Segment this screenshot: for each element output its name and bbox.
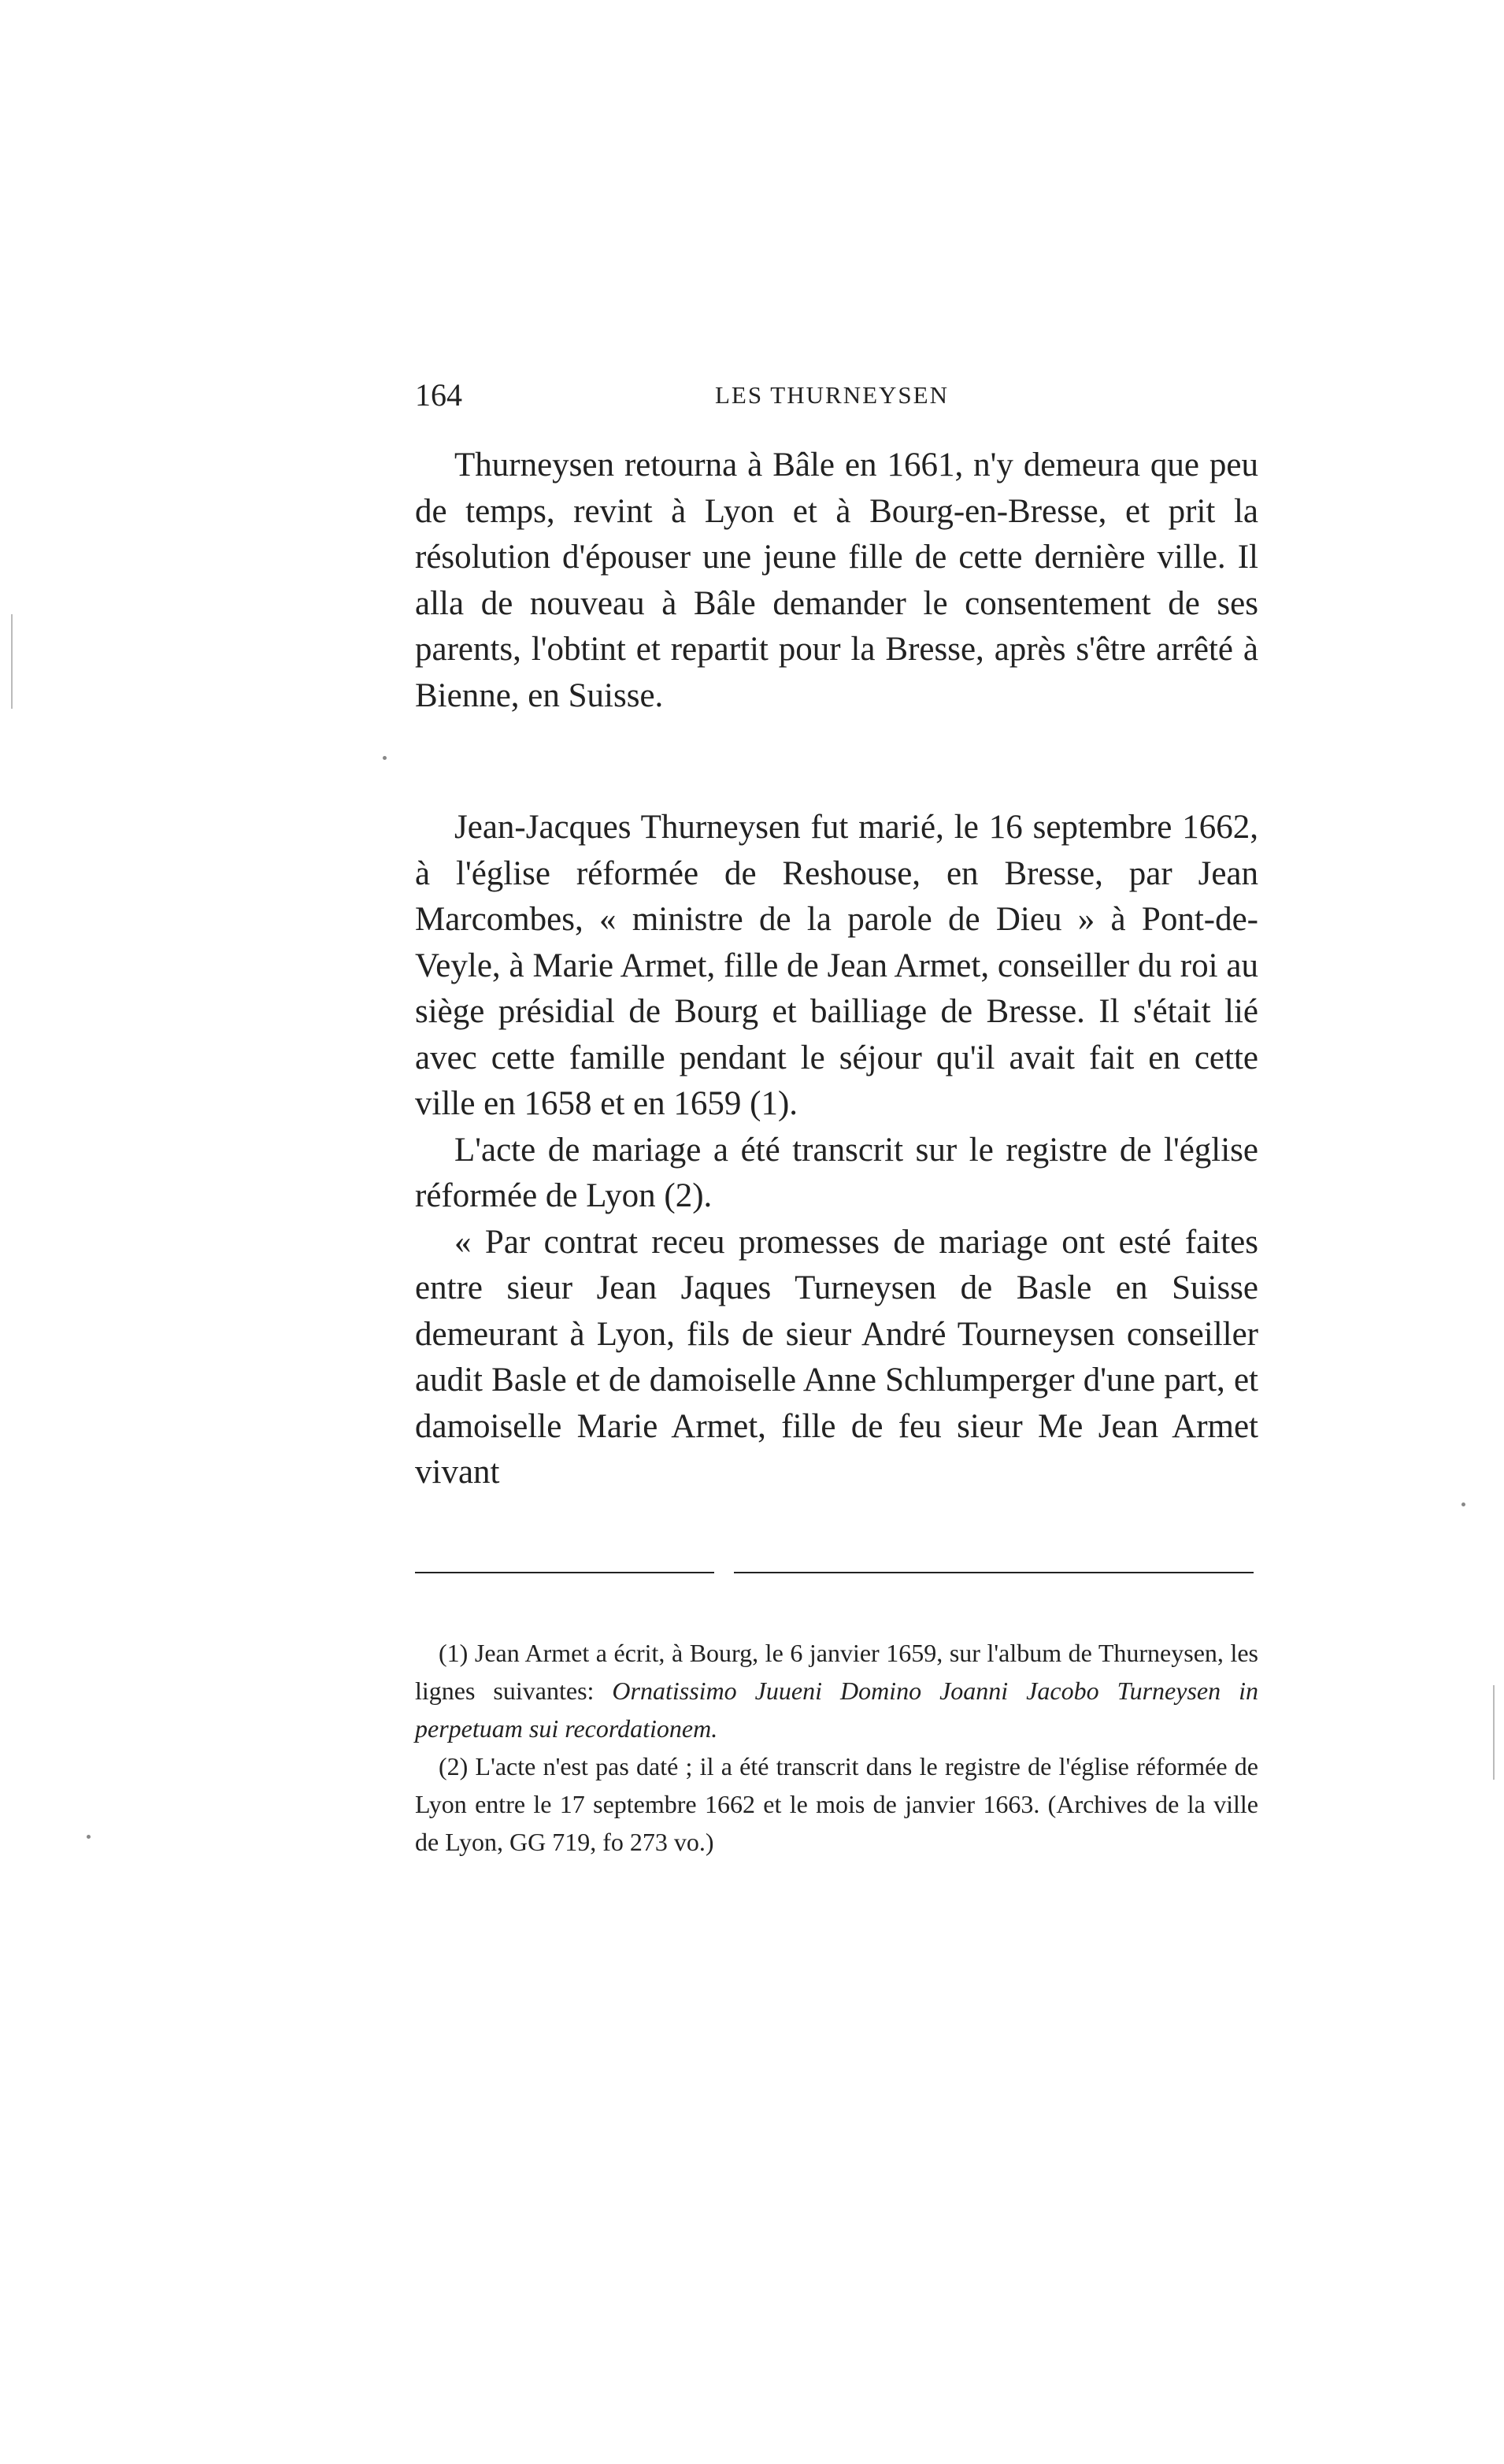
footnote-2: (2) L'acte n'est pas daté ; il a été transcrit dans le registre de l'église réformée de Lyon entre le 17 septembre 1662 et le mois de janvier 1663. (Archives de la ville de Lyon, GG 719, fo 273 vo.) bbox=[415, 1752, 1258, 1856]
footnote-rule bbox=[415, 1572, 714, 1573]
scan-speck bbox=[87, 1835, 91, 1839]
scan-edge-mark bbox=[1493, 1685, 1495, 1780]
footnote-text: (1) Jean Armet a écrit, à Bourg, le 6 janvier 1659, sur l'album de Thurneysen, les lignes suivantes: bbox=[415, 1639, 1258, 1705]
paragraph: « Par contrat receu promesses de mariage ont esté faites entre sieur Jean Jaques Turneysen de Basle en Suisse demeurant à Lyon, fils de sieur André Tourneysen conseiller audit Basle et de damoiselle Anne Schlumperger d'une part, et damoiselle Marie Armet, fille de feu sieur Me Jean Armet vivant bbox=[415, 1223, 1258, 1491]
footnotes bbox=[415, 1634, 1258, 1861]
footnote-1 bbox=[415, 1634, 1258, 1747]
body-text-intro bbox=[415, 443, 1258, 719]
body-text-main bbox=[415, 805, 1258, 1496]
footnote-rule bbox=[734, 1572, 1254, 1573]
scan-edge-mark bbox=[11, 614, 13, 709]
scan-speck bbox=[1461, 1502, 1465, 1506]
running-head: LES THURNEYSEN bbox=[715, 381, 949, 409]
footnote-latin-quote: Ornatissimo Juueni Domino Joanni Jacobo Turneysen in perpetuam sui recordationem. bbox=[415, 1677, 1259, 1743]
paragraph: L'acte de mariage a été transcrit sur le registre de l'église réformée de Lyon (2). bbox=[415, 1131, 1258, 1214]
paragraph: Thurneysen retourna à Bâle en 1661, n'y demeura que peu de temps, revint à Lyon et à Bourg-en-Bresse, et prit la résolution d'épouser une jeune fille de cette dernière ville. Il alla de nouveau à Bâle demander le consentement de ses parents, l'obtint et repartit pour la Bresse, après s'être arrêté à Bienne, en Suisse. bbox=[415, 446, 1258, 714]
page-number: 164 bbox=[415, 377, 462, 413]
scan-speck bbox=[383, 756, 387, 760]
paragraph: Jean-Jacques Thurneysen fut marié, le 16 septembre 1662, à l'église réformée de Reshouse, en Bresse, par Jean Marcombes, « ministre de la parole de Dieu » à Pont-de-Veyle, à Marie Armet, fille de Jean Armet, conseiller du roi au siège présidial de Bourg et bailliage de Bresse. Il s'était lié avec cette famille pendant le séjour qu'il avait fait en cette ville en 1658 et en 1659 (1). bbox=[415, 809, 1258, 1122]
